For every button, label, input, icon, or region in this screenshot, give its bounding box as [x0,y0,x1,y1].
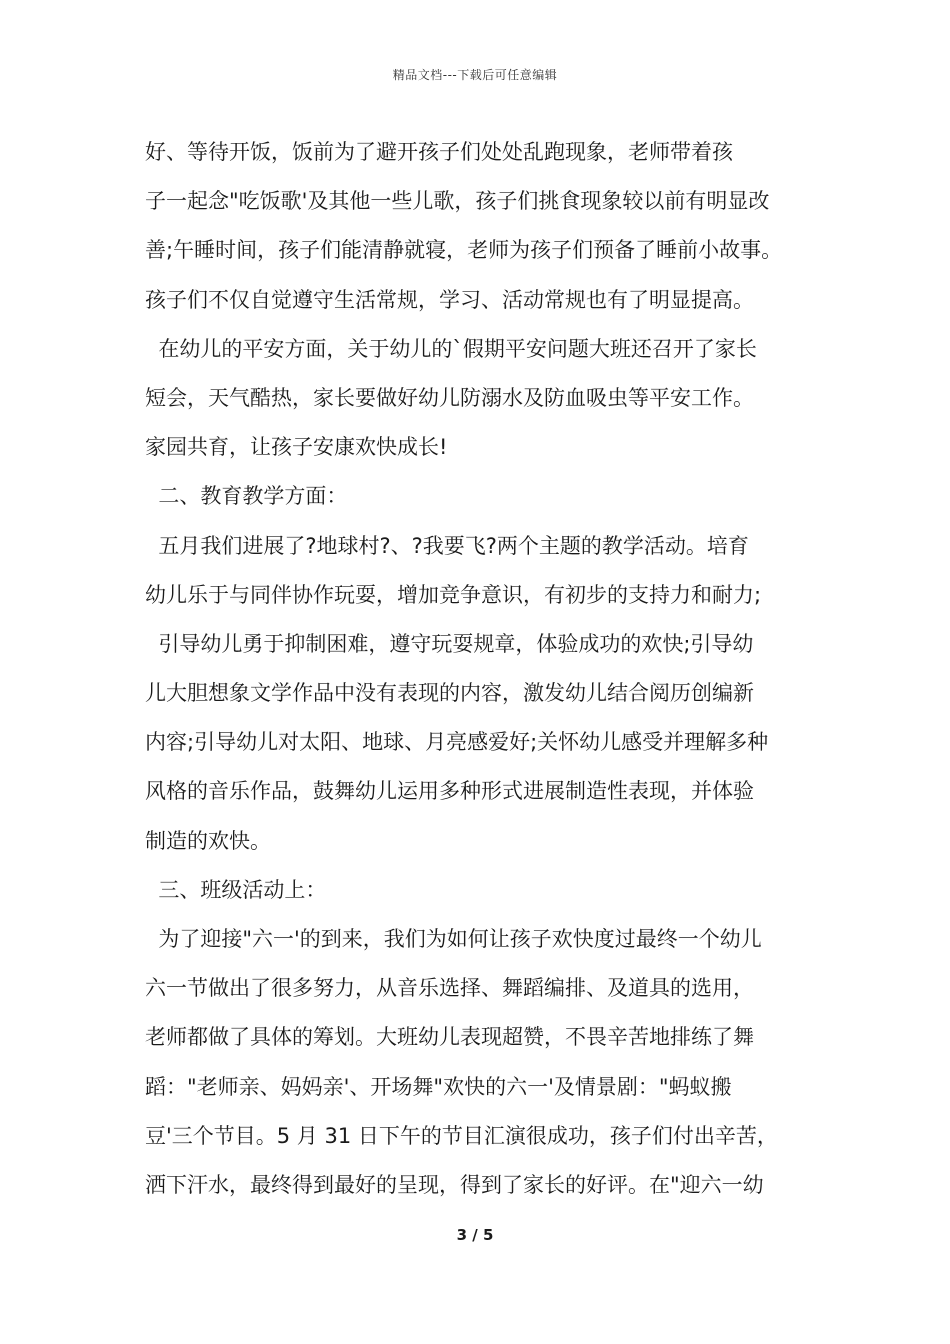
text-line: 引导幼儿勇于抑制困难，遵守玩耍规章，体验成功的欢快;引导幼 [145,631,754,656]
text-line: 善;午睡时间，孩子们能清静就寝，老师为孩子们预备了睡前小故事。 [145,238,783,263]
text-line: 短会，天气酷热，家长要做好幼儿防溺水及防血吸虫等平安工作。 [145,385,754,410]
text-line: 老师都做了具体的筹划。大班幼儿表现超赞，不畏辛苦地排练了舞 [145,1025,754,1050]
text-line: 在幼儿的平安方面，关于幼儿的`假期平安问题大班还召开了家长 [145,336,757,361]
text-line: 洒下汗水，最终得到最好的呈现，得到了家长的好评。在"迎六一幼 [145,1172,764,1197]
text-line: 五月我们进展了?地球村?、?我要飞?两个主题的教学活动。培育 [145,533,749,558]
text-line: 幼儿乐于与同伴协作玩耍，增加竞争意识，有初步的支持力和耐力; [145,582,762,607]
text-line: 蹈："老师亲、妈妈亲'、开场舞"欢快的六一'及情景剧："蚂蚁搬 [145,1074,732,1099]
text-line: 儿大胆想象文学作品中没有表现的内容，激发幼儿结合阅历创编新 [145,681,754,706]
section-heading: 二、教育教学方面： [145,484,348,509]
text-line: 家园共育，让孩子安康欢快成长! [145,435,448,460]
text-line: 子一起念"吃饭歌'及其他一些儿歌，孩子们挑食现象较以前有明显改 [145,189,770,214]
text-line: 豆'三个节目。5 月 31 日下午的节目汇演很成功，孩子们付出辛苦， [145,1123,778,1148]
text-line: 内容;引导幼儿对太阳、地球、月亮感爱好;关怀幼儿感受并理解多种 [145,730,769,755]
text-line: 孩子们不仅自觉遵守生活常规，学习、活动常规也有了明显提高。 [145,287,754,312]
section-heading: 三、班级活动上： [145,877,327,902]
text-line: 好、等待开饭，饭前为了避开孩子们处处乱跑现象，老师带着孩 [145,140,733,164]
text-line: 六一节做出了很多努力，从音乐选择、舞蹈编排、及道具的选用， [145,976,754,1001]
page-number: 3 / 5 [456,1226,494,1244]
text-line: 制造的欢快。 [145,828,271,853]
document-body [145,128,815,1210]
text-line: 风格的音乐作品，鼓舞幼儿运用多种形式进展制造性表现，并体验 [145,779,754,804]
text-line: 为了迎接"六一'的到来，我们为如何让孩子欢快度过最终一个幼儿 [145,927,762,951]
page-header: 精品文档---下载后可任意编辑 [392,68,558,82]
